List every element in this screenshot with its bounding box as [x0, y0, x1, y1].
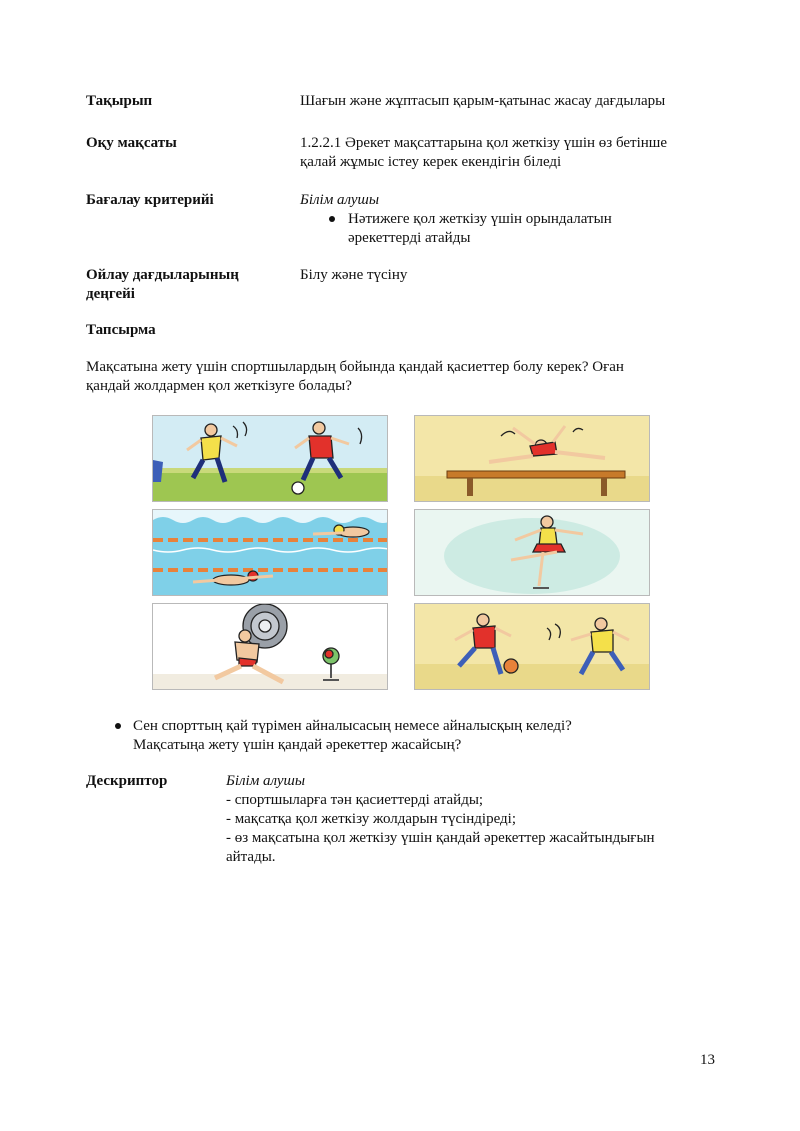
thinking-label-line-1: Ойлау дағдыларының	[86, 267, 239, 283]
topic-value: Шағын және жұптасып қарым-қатынас жасау дағдылары	[300, 93, 666, 109]
criteria-learner: Білім алушы	[300, 192, 380, 208]
page-number: 13	[700, 1052, 715, 1068]
football-illustration	[152, 415, 388, 502]
criteria-bullet-icon	[329, 216, 335, 222]
task-line-2: қандай жолдармен қол жеткізуге болады?	[86, 378, 352, 394]
criteria-bullet-line-2: әрекеттерді атайды	[348, 230, 471, 246]
objective-label: Оқу мақсаты	[86, 135, 177, 151]
criteria-bullet-line-1: Нәтижеге қол жеткізу үшін орындалатын	[348, 211, 612, 227]
descriptor-item-1: - спортшыларға тән қасиеттерді атайды;	[226, 792, 484, 808]
descriptor-item-3: - өз мақсатына қол жеткізу үшін қандай әрекеттер жасайтындығын	[226, 830, 655, 846]
descriptor-item-3-continued: айтады.	[226, 849, 276, 865]
descriptor-label: Дескриптор	[86, 773, 168, 789]
objective-line-1: 1.2.2.1 Әрекет мақсаттарына қол жеткізу үшін өз бетінше	[300, 135, 668, 151]
question-bullet-icon	[115, 723, 121, 729]
thinking-label-line-2: деңгейі	[86, 286, 135, 302]
gymnast-illustration	[414, 415, 650, 502]
question-line-1: Сен спорттың қай түрімен айналысасың немесе айналысқың келеді?	[133, 718, 572, 734]
descriptor-item-2: - мақсатқа қол жеткізу жолдарын түсіндіреді;	[226, 811, 517, 827]
descriptor-learner: Білім алушы	[226, 773, 306, 789]
figure-skating-illustration	[414, 509, 650, 596]
topic-label: Тақырып	[86, 93, 153, 109]
weightlifting-illustration	[152, 603, 388, 690]
criteria-label: Бағалау критерийі	[86, 192, 214, 208]
objective-line-2: қалай жұмыс істеу керек екендігін біледі	[300, 154, 562, 170]
task-heading: Тапсырма	[86, 322, 156, 338]
thinking-value: Білу және түсіну	[300, 267, 408, 283]
question-line-2: Мақсатыңа жету үшін қандай әрекеттер жасайсың?	[133, 737, 462, 753]
swimming-illustration	[152, 509, 388, 596]
basketball-illustration	[414, 603, 650, 690]
task-line-1: Мақсатына жету үшін спортшылардың бойында қандай қасиеттер болу керек? Оған	[86, 359, 624, 375]
